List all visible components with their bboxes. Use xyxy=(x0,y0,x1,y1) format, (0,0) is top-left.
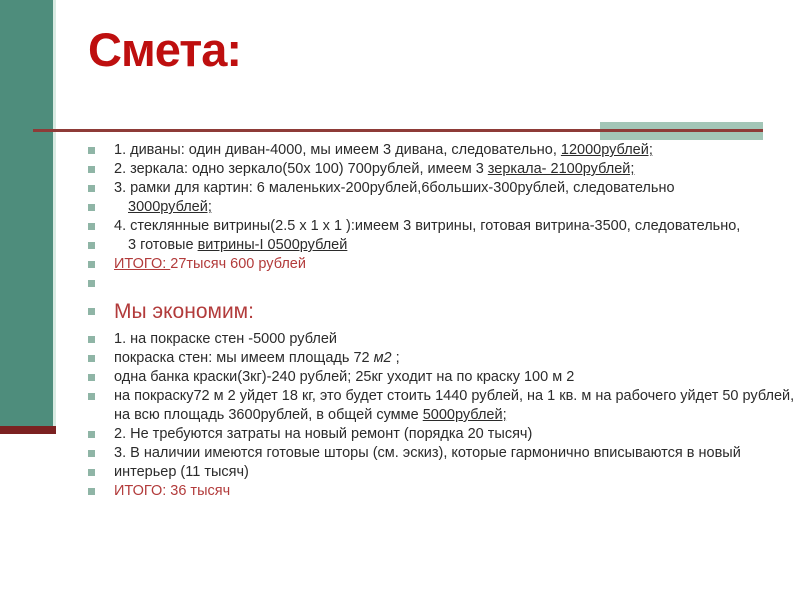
list-item-text: 3 готовые витрины-I 0500рублей xyxy=(128,237,348,253)
list-item-text: 1. на покраске стен -5000 рублей xyxy=(114,331,337,347)
list-item xyxy=(88,198,788,217)
bullet-square-icon xyxy=(88,185,95,192)
bullet-square-icon xyxy=(88,223,95,230)
list-item xyxy=(88,444,788,463)
sidebar-bottom-red-bar xyxy=(0,426,56,434)
list-item xyxy=(88,330,788,349)
bullet-square-icon xyxy=(88,280,95,287)
list-item-text: покраска стен: мы имеем площадь 72 м2 ; xyxy=(114,350,400,366)
bullet-square-icon xyxy=(88,204,95,211)
bullet-square-icon xyxy=(88,261,95,268)
list-item-text: Мы экономим: xyxy=(114,300,254,323)
list-item xyxy=(88,463,788,482)
bullet-square-icon xyxy=(88,355,95,362)
list-item xyxy=(88,179,788,198)
bullet-square-icon xyxy=(88,374,95,381)
list-item-text: ИТОГО: 36 тысяч xyxy=(114,483,231,499)
list-item xyxy=(88,293,788,330)
list-item xyxy=(88,425,788,444)
list-item xyxy=(88,482,788,501)
list-item-text: ИТОГО: 27тысяч 600 рублей xyxy=(114,256,306,272)
list-item xyxy=(88,274,788,293)
list-item-text: интерьер (11 тысяч) xyxy=(114,464,249,480)
list-item xyxy=(88,141,788,160)
list-item-text xyxy=(114,274,118,293)
list-item-text: 3. рамки для картин: 6 маленьких-200рублей,6больших-300рублей, следовательно xyxy=(114,180,675,196)
list-item xyxy=(88,349,788,368)
list-item xyxy=(88,387,795,425)
list-item xyxy=(88,160,788,179)
bullet-square-icon xyxy=(88,450,95,457)
list-item-text: 3. В наличии имеются готовые шторы (см. эскиз), которые гармонично вписываются в новый xyxy=(114,445,741,461)
list-item xyxy=(88,368,788,387)
list-item-text: на покраску72 м 2 уйдет 18 кг, это будет стоить 1440 рублей, на 1 кв. м на рабочего уйдет 50 рублей, на всю площадь 3600рублей, в общей сумме 5000рублей; xyxy=(114,388,795,423)
list-item-text: 4. стеклянные витрины(2.5 х 1 х 1 ):имеем 3 витрины, готовая витрина-3500, следовательно, xyxy=(114,218,741,234)
list-item-text: 2. Не требуются затраты на новый ремонт (порядка 20 тысяч) xyxy=(114,426,533,442)
list-item-text: 1. диваны: один диван-4000, мы имеем 3 дивана, следовательно, 12000рублей; xyxy=(114,142,653,158)
bullet-square-icon xyxy=(88,469,95,476)
list-item xyxy=(88,255,788,274)
bullet-square-icon xyxy=(88,393,95,400)
bullet-square-icon xyxy=(88,488,95,495)
list-item-text: 3000рублей; xyxy=(128,199,212,215)
bullet-square-icon xyxy=(88,147,95,154)
sidebar-accent-bar xyxy=(0,0,56,426)
bullet-list xyxy=(88,141,795,501)
list-item xyxy=(88,236,788,255)
list-item-text: одна банка краски(3кг)-240 рублей; 25кг уходит на по краску 100 м 2 xyxy=(114,369,575,385)
bullet-square-icon xyxy=(88,431,95,438)
list-item xyxy=(88,217,788,236)
page-title: Смета: xyxy=(88,23,242,76)
list-item-text: 2. зеркала: одно зеркало(50x 100) 700рублей, имеем 3 зеркала- 2100рублей; xyxy=(114,161,635,177)
bullet-square-icon xyxy=(88,166,95,173)
bullet-square-icon xyxy=(88,336,95,343)
bullet-square-icon xyxy=(88,242,95,249)
title-divider-rule xyxy=(33,129,763,132)
bullet-square-icon xyxy=(88,308,95,315)
